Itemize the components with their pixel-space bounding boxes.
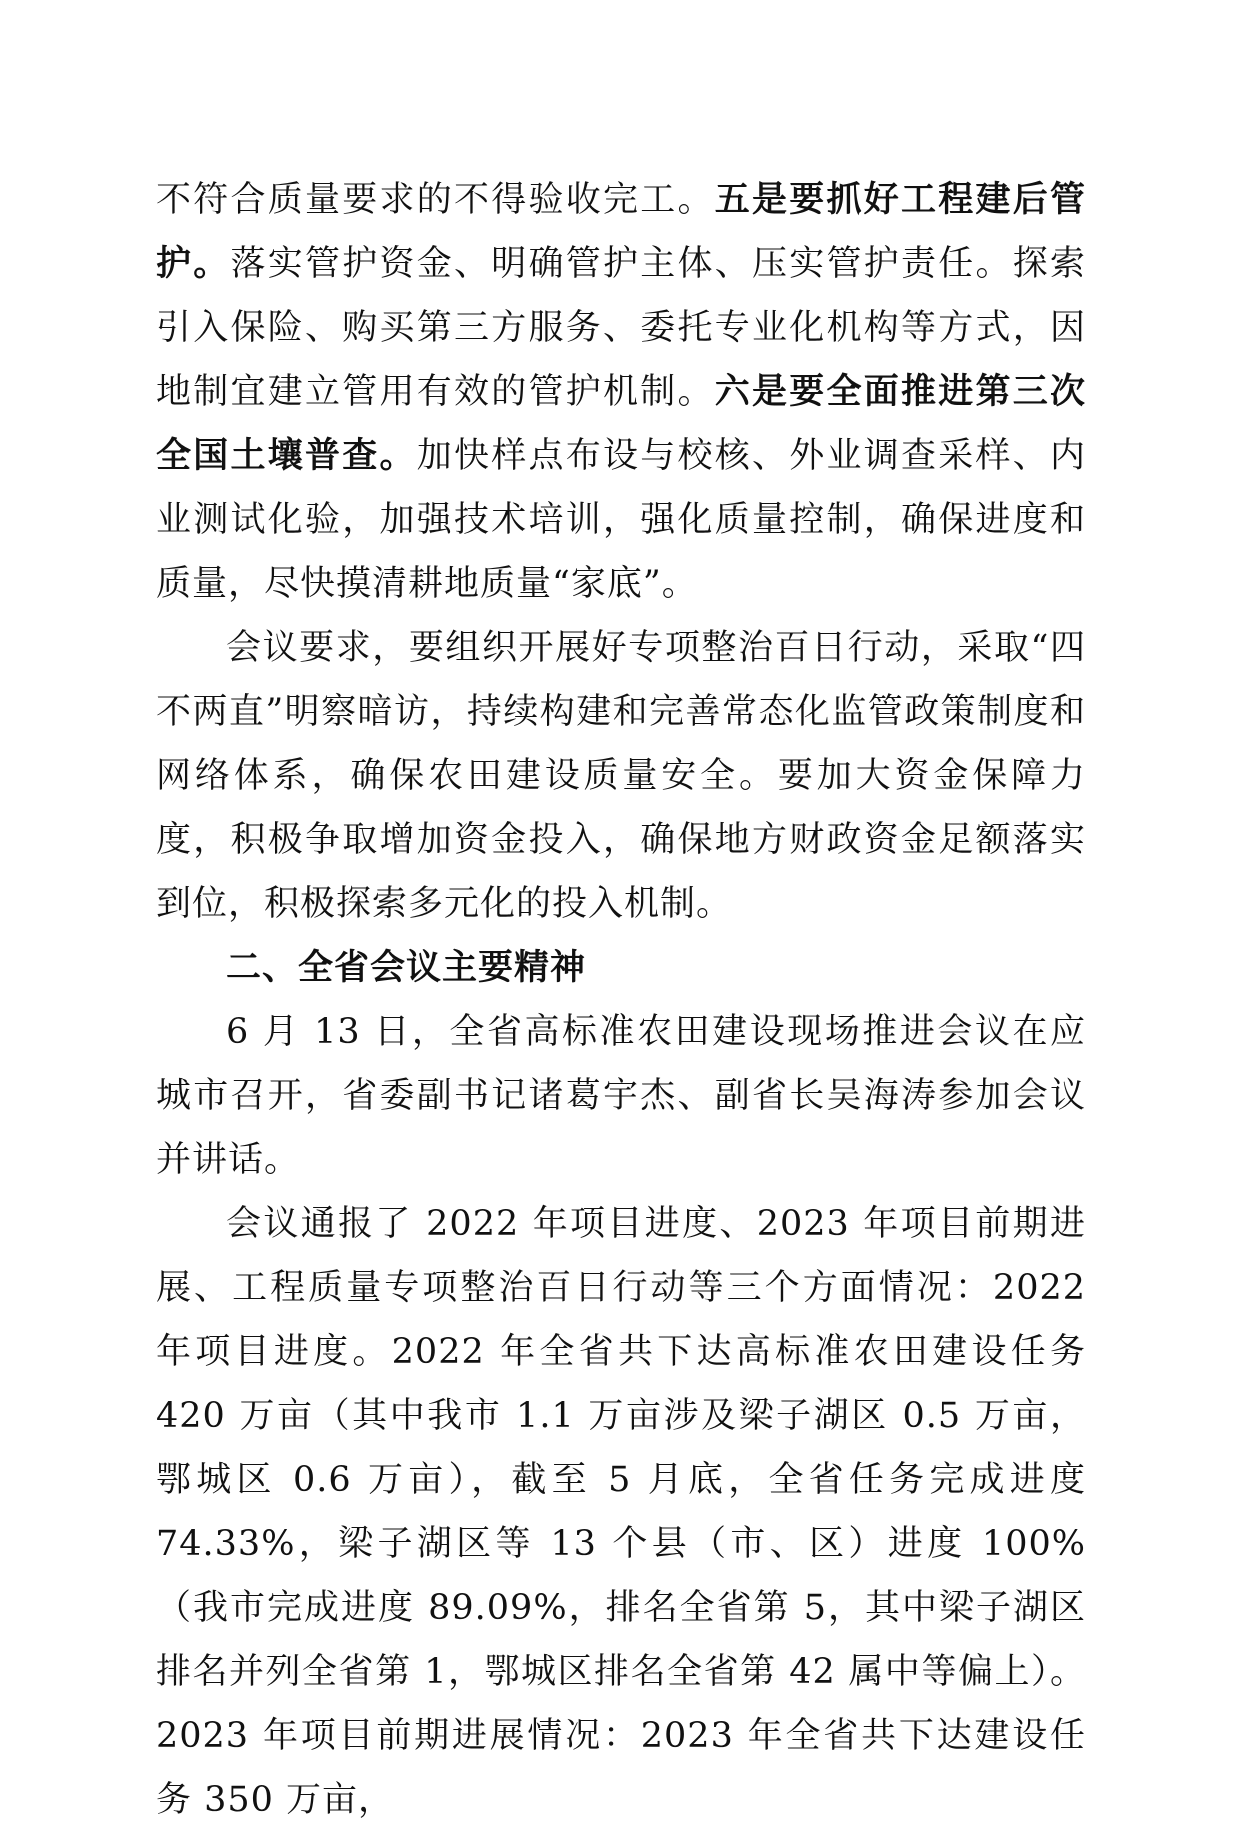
paragraph-maintenance <box>156 168 1086 616</box>
paragraph-text: 加快样点布设与校核、外业调查采样、内业测试化验，加强技术培训，强化质量控制，确保进度和质量，尽快摸清耕地质量“家底”。 <box>156 436 1086 604</box>
paragraph-progress-report: 会议通报了 2022 年项目进度、2023 年项目前期进展、工程质量专项整治百日行动等三个方面情况：2022 年项目进度。2022 年全省共下达高标准农田建设任务 420 万亩（其中我市 1.1 万亩涉及梁子湖区 0.5 万亩，鄂城区 0.6 万亩），截至 5 月底，全省任务完成进度 74.33%，梁子湖区等 13 个县（市、区）进度 100%（我市完成进度 89.09%，排名全省第 5，其中梁子湖区排名并列全省第 1，鄂城区排名全省第 42 属中等偏上）。2023 年项目前期进展情况：2023 年全省共下达建设任务 350 万亩， <box>156 1204 1086 1820</box>
paragraph-provincial-meeting: 6 月 13 日，全省高标准农田建设现场推进会议在应城市召开，省委副书记诸葛宇杰、副省长吴海涛参加会议并讲话。 <box>156 1012 1086 1180</box>
paragraph-meeting-requirements: 会议要求，要组织开展好专项整治百日行动，采取“四不两直”明察暗访，持续构建和完善常态化监管政策制度和网络体系，确保农田建设质量安全。要加大资金保障力度，积极争取增加资金投入，确保地方财政资金足额落实到位，积极探索多元化的投入机制。 <box>156 628 1086 924</box>
bold-point-six: 六是要全面推进第三次全国土壤普查。 <box>156 372 1086 476</box>
section-heading: 二、全省会议主要精神 <box>226 948 587 988</box>
paragraph-text: 不符合质量要求的不得验收完工。 <box>156 180 715 220</box>
bold-point-five: 五是要抓好工程建后管护。 <box>156 180 1086 284</box>
document-body <box>156 168 1086 1832</box>
paragraph-text: 落实管护资金、明确管护主体、压实管护责任。探索引入保险、购买第三方服务、委托专业化机构等方式，因地制宜建立管用有效的管护机制。 <box>156 244 1086 412</box>
